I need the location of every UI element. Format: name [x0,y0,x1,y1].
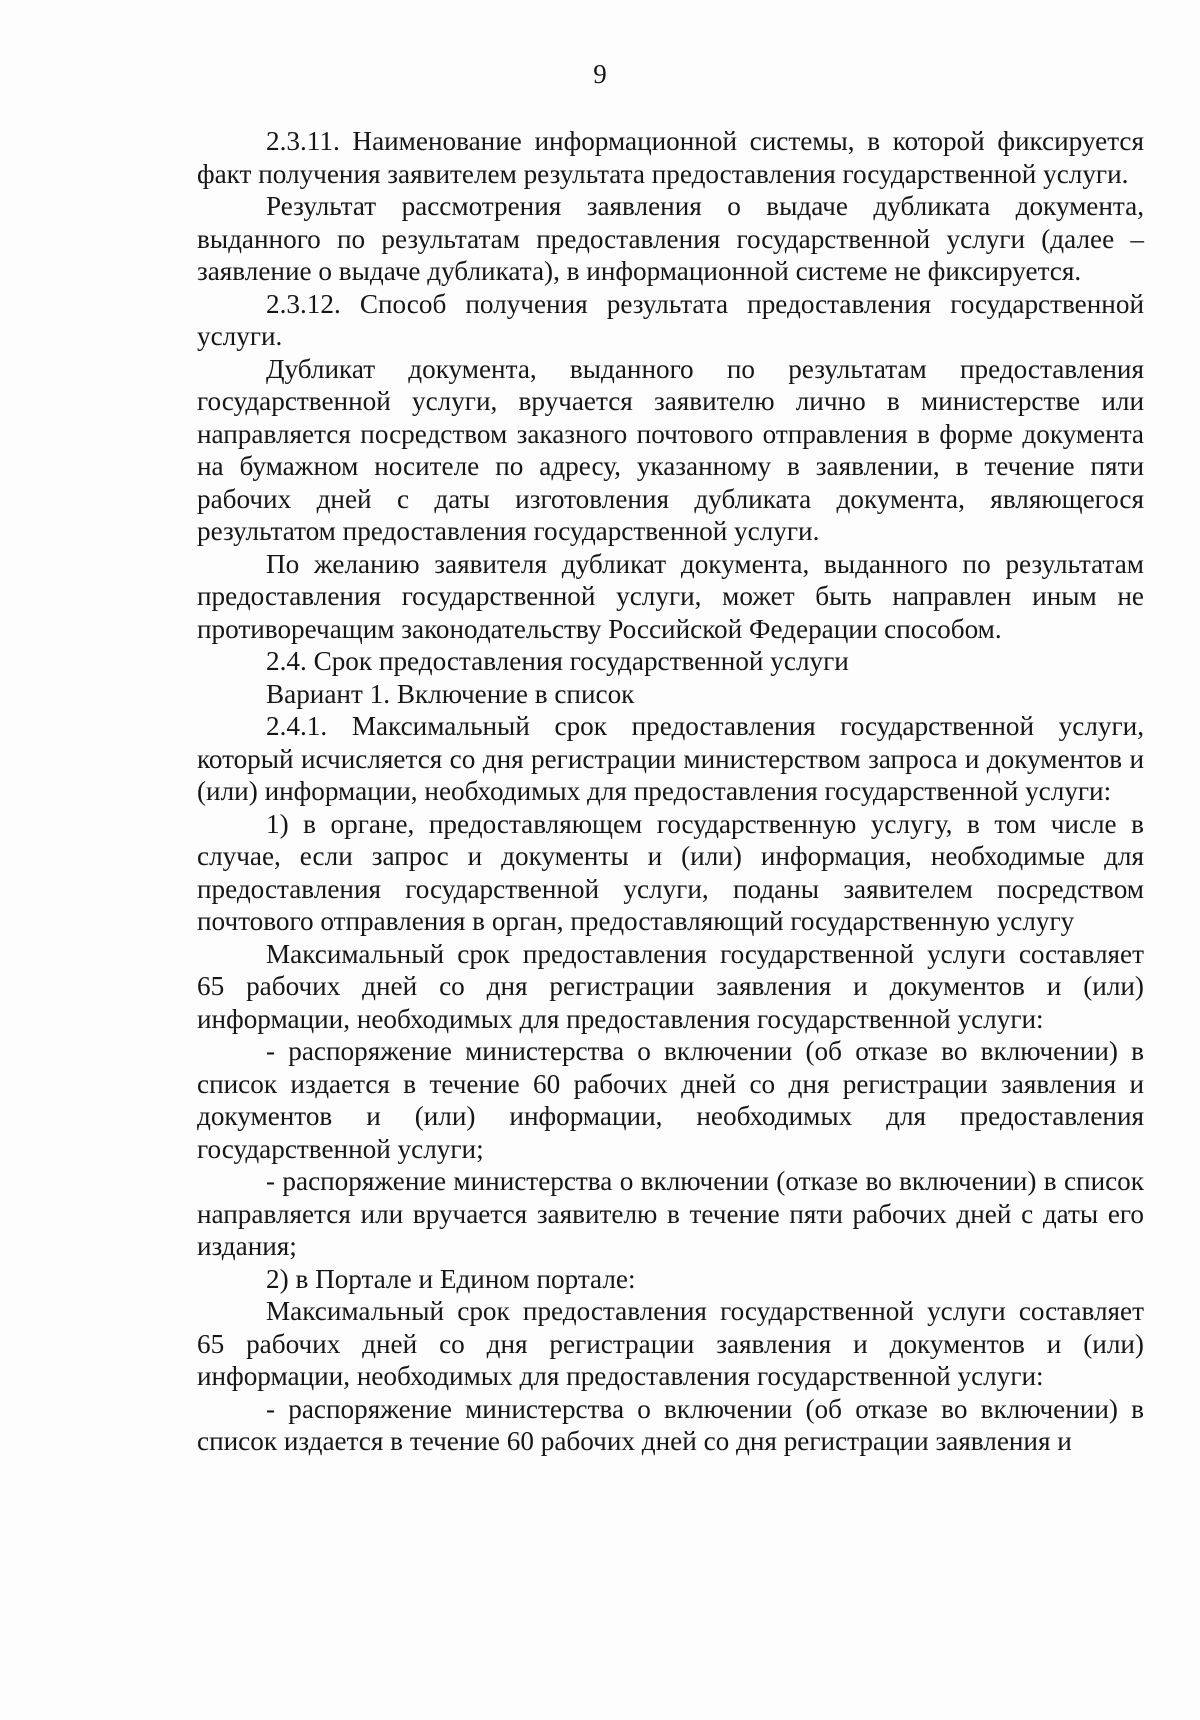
paragraph-max-term-2: Максимальный срок предоставления государственной услуги составляет 65 рабочих дней со дня регистрации заявления и документов и (или) информации, необходимых для предоставления государственной услуги: [197,1296,1144,1391]
paragraph-2-3-12: 2.3.12. Способ получения результата предоставления государственной услуги. [197,288,1144,351]
paragraph-2-3-11: 2.3.11. Наименование информационной системы, в которой фиксируется факт получения заявителем результата предоставления государственной услуги. [197,126,1144,189]
document-body [197,125,1144,1458]
paragraph-applicant-wish: По желанию заявителя дубликат документа, выданного по результатам предоставления государственной услуги, может быть направлен иным не противоречащим законодательству Российской Федерации способом. [197,548,1144,644]
paragraph-item-1: 1) в органе, предоставляющем государственную услугу, в том числе в случае, если запрос и документы и (или) информация, необходимые для предоставления государственной услуги, поданы заявителем посредством почтового отправления в орган, предоставляющий государственную услугу [197,808,1144,936]
paragraph-order-issued-1: - распоряжение министерства о включении (об отказе во включении) в список издается в течение 60 рабочих дней со дня регистрации заявления и документов и (или) информации, необходимых для предоставления государственной услуги; [197,1036,1144,1164]
page-number: 9 [593,59,607,89]
variant-heading: Вариант 1. Включение в список [266,678,635,709]
paragraph-max-term-1: Максимальный срок предоставления государственной услуги составляет 65 рабочих дней со дня регистрации заявления и документов и (или) информации, необходимых для предоставления государственной услуги: [197,938,1144,1034]
paragraph-order-sent: - распоряжение министерства о включении (отказе во включении) в список направляется или вручается заявителю в течение пяти рабочих дней с даты его издания; [197,1166,1144,1261]
paragraph-duplicate-delivery: Дубликат документа, выданного по результатам предоставления государственной услуги, вручается заявителю лично в министерстве или направляется посредством заказного почтового отправления в форме документа на бумажном носителе по адресу, указанному в заявлении, в течение пяти рабочих дней с даты изготовления дубликата документа, являющегося результатом предоставления государственной услуги. [197,353,1144,546]
section-heading-2-4: 2.4. Срок предоставления государственной услуги [266,646,849,676]
paragraph-item-2: 2) в Портале и Едином портале: [266,1263,636,1294]
paragraph-2-4-1: 2.4.1. Максимальный срок предоставления государственной услуги, который исчисляется со дня регистрации министерством запроса и документов и (или) информации, необходимых для предоставления государственной услуги: [197,711,1144,806]
paragraph-result-consideration: Результат рассмотрения заявления о выдаче дубликата документа, выданного по результатам предоставления государственной услуги (далее – заявление о выдаче дубликата), в информационной системе не фиксируется. [197,191,1144,286]
paragraph-order-issued-2: - распоряжение министерства о включении (об отказе во включении) в список издается в течение 60 рабочих дней со дня регистрации заявления и [197,1393,1144,1456]
